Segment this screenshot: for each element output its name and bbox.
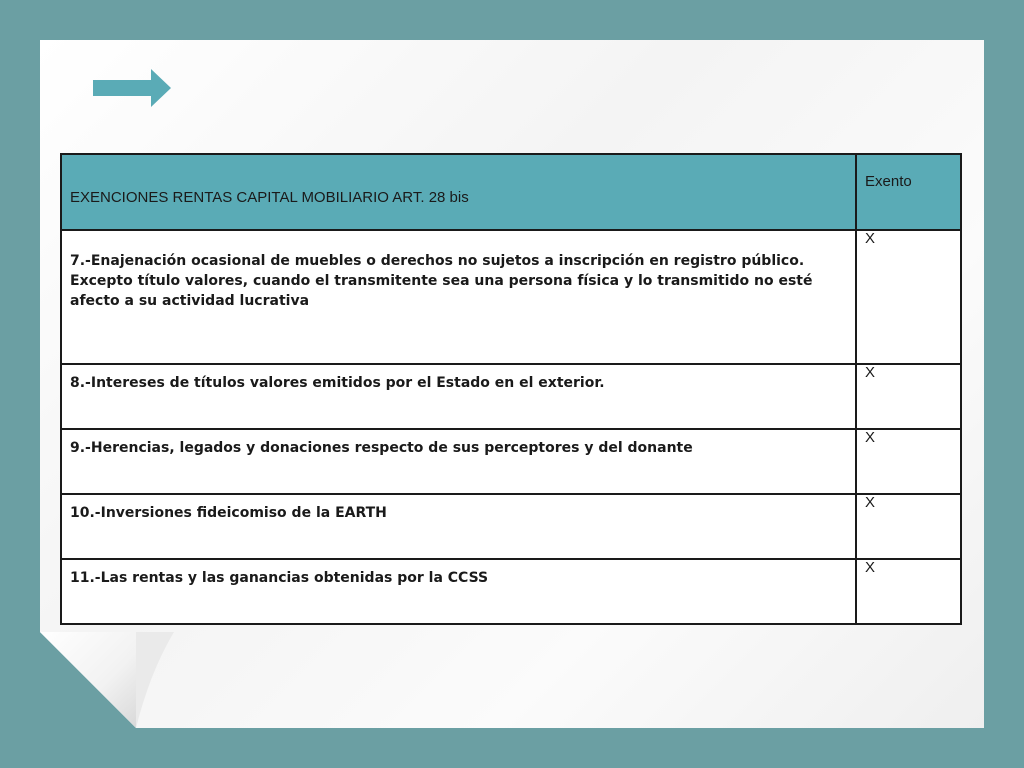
status-column-header: Exento [856,154,961,230]
exemptions-table [60,153,962,625]
table-row [61,230,961,364]
row-exempt-mark: X [856,494,961,559]
row-exempt-mark: X [856,559,961,624]
row-exempt-mark: X [856,364,961,429]
page-curl [40,632,174,728]
row-description: 11.-Las rentas y las ganancias obtenidas por la CCSS [61,559,856,624]
table-title: EXENCIONES RENTAS CAPITAL MOBILIARIO ART. 28 bis [61,154,856,230]
table-row [61,494,961,559]
row-description: 9.-Herencias, legados y donaciones respecto de sus perceptores y del donante [61,429,856,494]
row-exempt-mark: X [856,429,961,494]
row-description: 10.-Inversiones fideicomiso de la EARTH [61,494,856,559]
row-description: 8.-Intereses de títulos valores emitidos por el Estado en el exterior. [61,364,856,429]
table-header-row [61,154,961,230]
table-row [61,559,961,624]
right-arrow-icon [93,69,171,107]
table-row [61,429,961,494]
row-exempt-mark: X [856,230,961,364]
table-row [61,364,961,429]
row-description: 7.-Enajenación ocasional de muebles o derechos no sujetos a inscripción en registro público. Excepto título valores, cuando el transmitente sea una persona física y lo transmitido no esté afecto a su actividad lucrativa [61,230,856,364]
